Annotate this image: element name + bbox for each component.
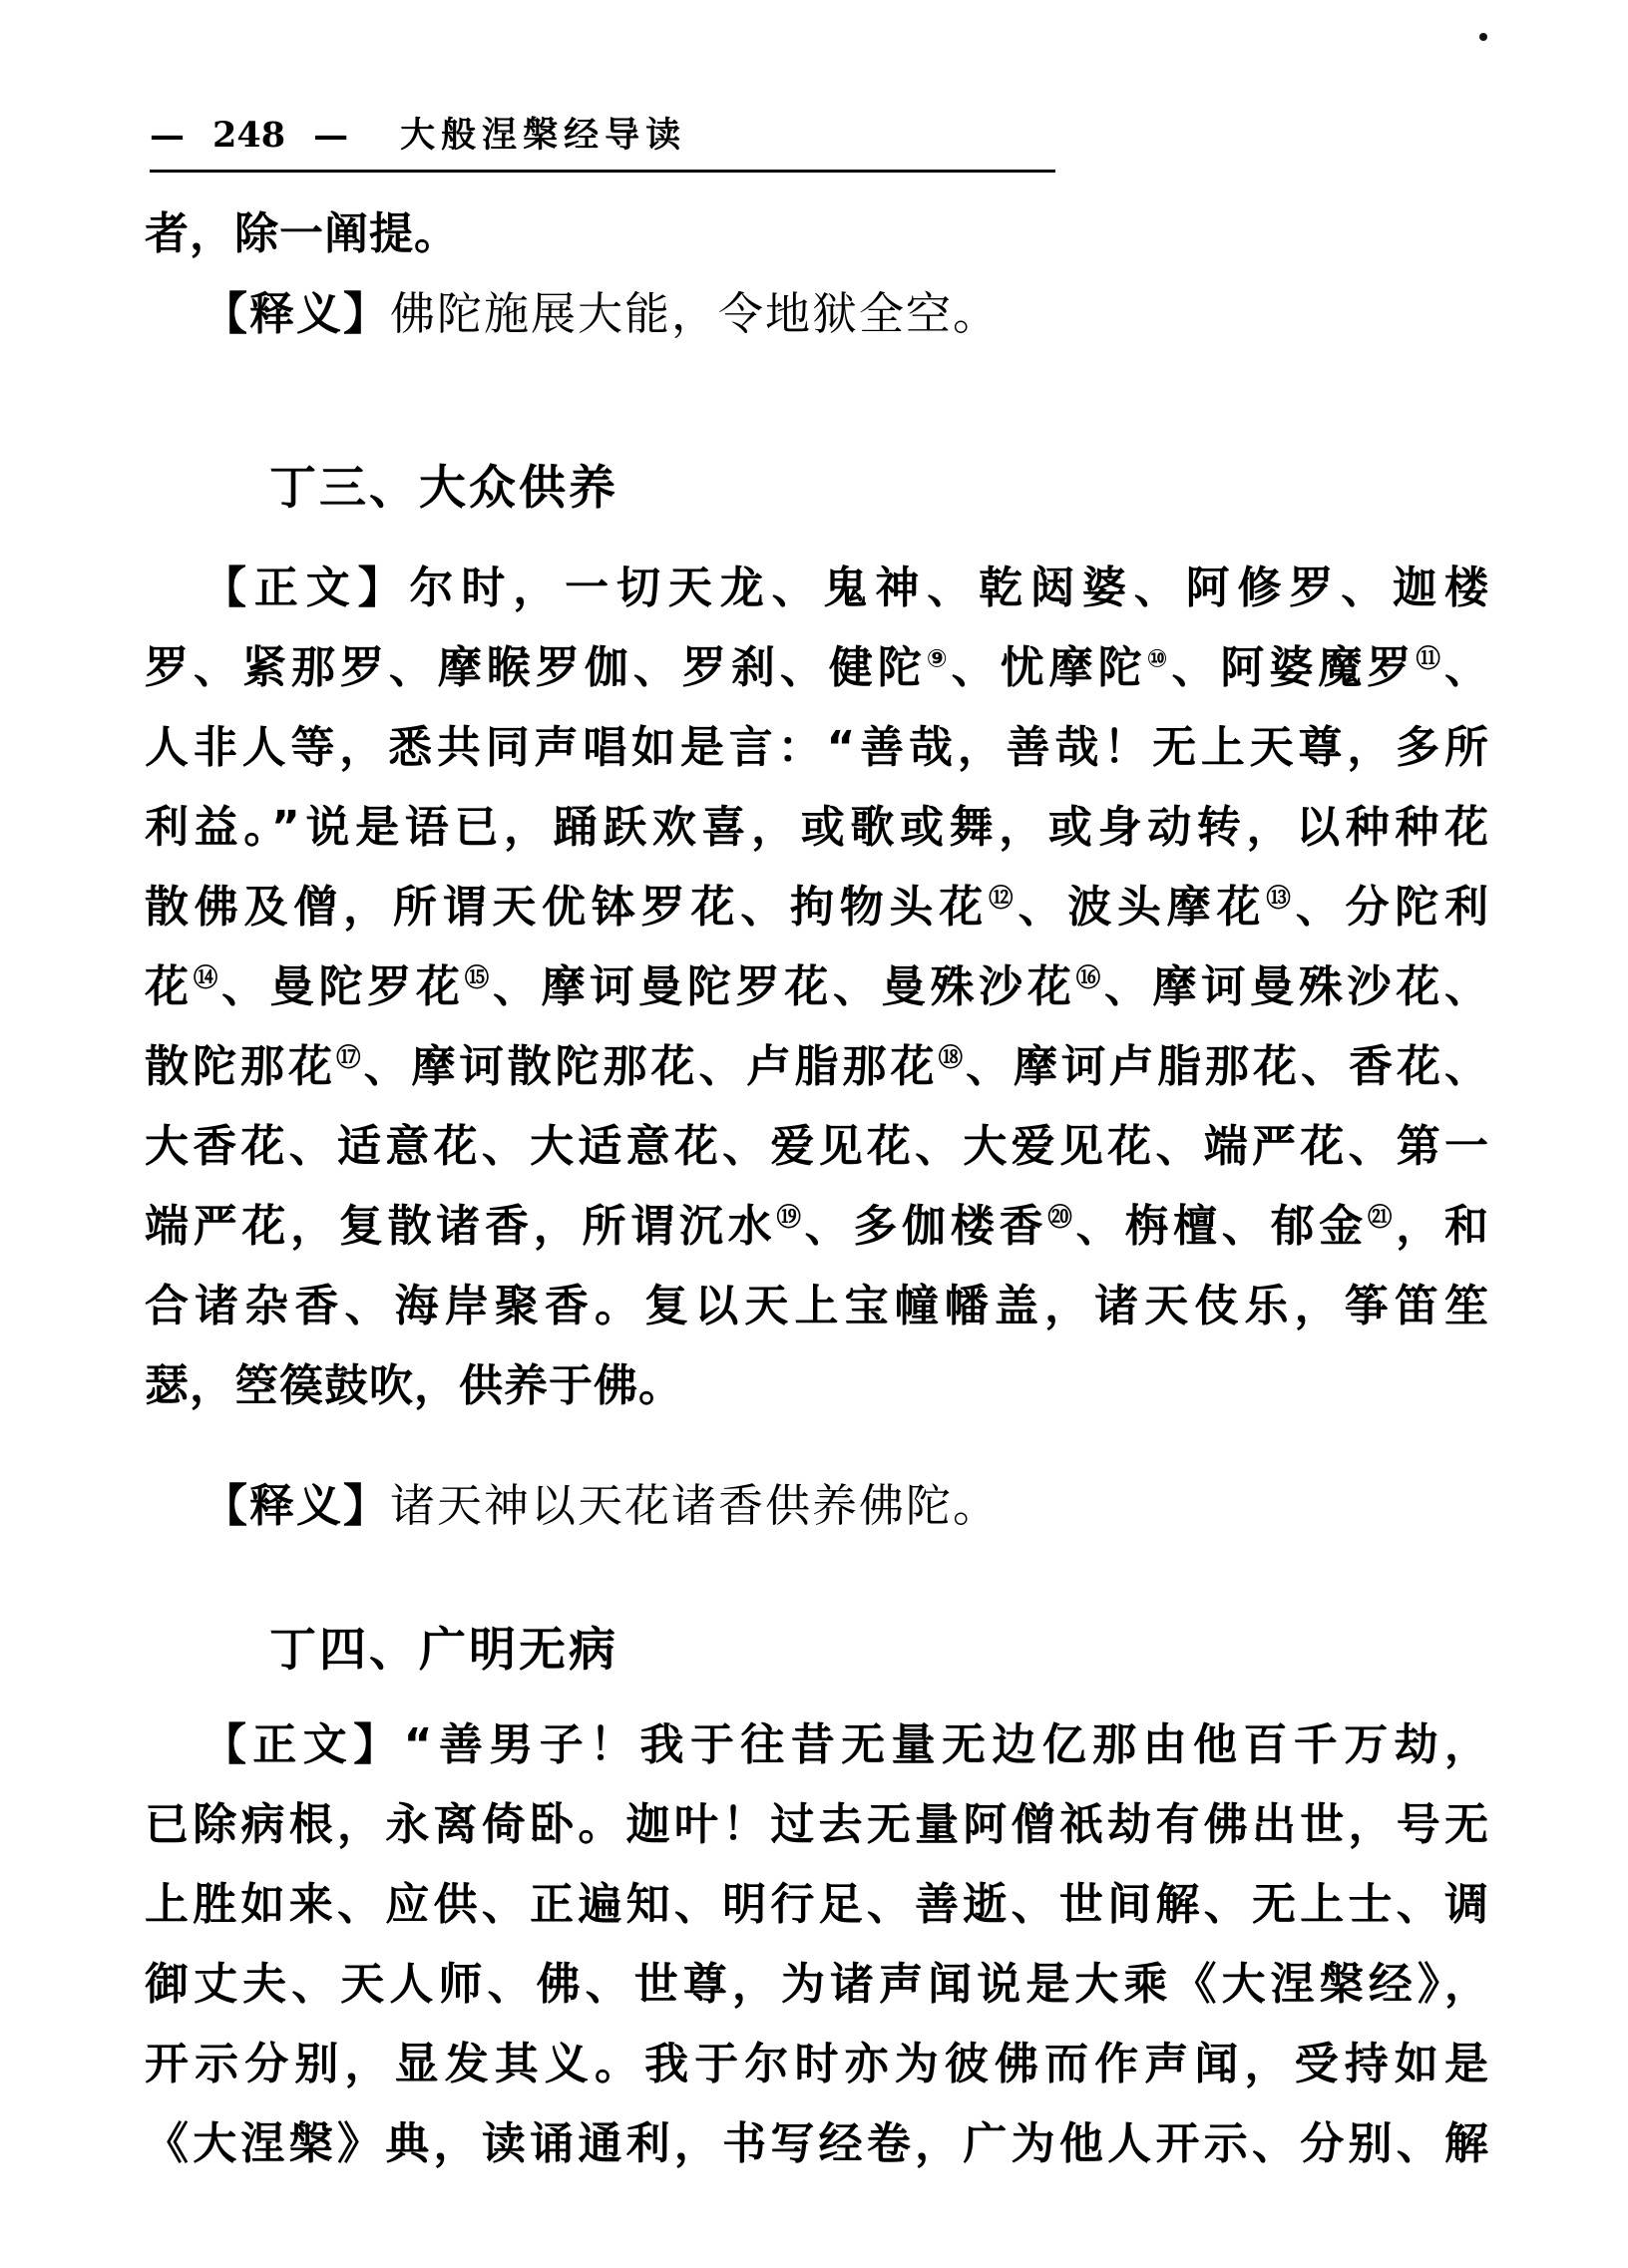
scan-speck xyxy=(1479,33,1487,41)
shiyi-paragraph-2 xyxy=(145,1466,1489,1546)
zhengwen-label: 【正文】 xyxy=(203,1719,404,1770)
text-line: 《大涅槃》典，读诵通利，书写经卷，广为他人开示、分别、解 xyxy=(145,2118,1489,2169)
page-number: 248 xyxy=(212,115,286,156)
text-line: 端严花，复散诸香，所谓沉水⑲、多伽楼香⑳、栴檀、郁金$^㉑$，和 xyxy=(145,1201,1489,1252)
shiyi-text: 诸天神以天花诸香供养佛陀。 xyxy=(390,1479,1001,1532)
section-heading-dingsi: 丁四、广明无病 xyxy=(269,1623,618,1678)
text-line: 利益。”说是语已，踊跃欢喜，或歌或舞，或身动转，以种种花 xyxy=(145,802,1489,853)
text-line: 【正文】“善男子！我于往昔无量无边亿那由他百千万劫， xyxy=(203,1719,1490,1770)
shiyi-text: 佛陀施展大能，令地狱全空。 xyxy=(390,287,1001,340)
text-line: 开示分别，显发其义。我于尔时亦为彼佛而作声闻，受持如是 xyxy=(145,2039,1489,2089)
text-line: 散陀那花⑰、摩诃散陀那花、卢脂那花⑱、摩诃卢脂那花、香花、 xyxy=(145,1041,1490,1092)
text-block xyxy=(145,194,1489,2184)
text-line: 合诸杂香、海岸聚香。复以天上宝幢幡盖，诸天伎乐，筝笛笙 xyxy=(145,1281,1489,1331)
text-line: 【正文】尔时，一切天龙、鬼神、乾闼婆、阿修罗、迦楼 xyxy=(203,563,1489,613)
text-line xyxy=(145,1466,1489,1546)
paragraph-continuation xyxy=(145,194,1489,274)
text-line: 罗、紧那罗、摩睺罗伽、罗刹、健陀⑨、忧摩陀⑩、阿婆魔罗⑪、 xyxy=(145,642,1489,693)
header-dash-left: — xyxy=(150,115,185,156)
shiyi-label: 【释义】 xyxy=(203,287,391,340)
zhengwen-paragraph-2 xyxy=(145,1705,1489,2184)
text-line: 者，除一阐提。 xyxy=(145,208,459,259)
text-line: 已除病根，永离倚卧。迦叶！过去无量阿僧祇劫有佛出世，号无 xyxy=(145,1799,1489,1850)
book-title: 大般涅槃经导读 xyxy=(400,115,687,156)
section-heading-dingsan: 丁三、大众供养 xyxy=(269,461,618,516)
header-dash-right: — xyxy=(313,115,349,156)
text-line: 散佛及僧，所谓天优钵罗花、拘物头花⑫、波头摩花⑬、分陀利 xyxy=(145,882,1490,933)
shiyi-label: 【释义】 xyxy=(203,1479,391,1532)
text-line: 大香花、适意花、大适意花、爱见花、大爱见花、端严花、第一 xyxy=(145,1121,1489,1172)
text-line: 人非人等，悉共同声唱如是言：“善哉，善哉！无上天尊，多所 xyxy=(145,722,1489,773)
shiyi-paragraph-1 xyxy=(145,274,1489,354)
text-line xyxy=(145,274,1489,354)
text-line: 花⑭、曼陀罗花⑮、摩诃曼陀罗花、曼殊沙花⑯、摩诃曼殊沙花、 xyxy=(145,961,1489,1012)
text-line: 御丈夫、天人师、佛、世尊，为诸声闻说是大乘《大涅槃经》， xyxy=(145,1959,1489,2010)
text-line: 上胜如来、应供、正遍知、明行足、善逝、世间解、无上士、调 xyxy=(145,1879,1489,1930)
text-line: 瑟，箜篌鼓吹，供养于佛。 xyxy=(145,1360,683,1411)
zhengwen-label: 【正文】 xyxy=(203,563,410,613)
zhengwen-paragraph-1 xyxy=(145,549,1489,1426)
page-header xyxy=(150,108,1055,173)
